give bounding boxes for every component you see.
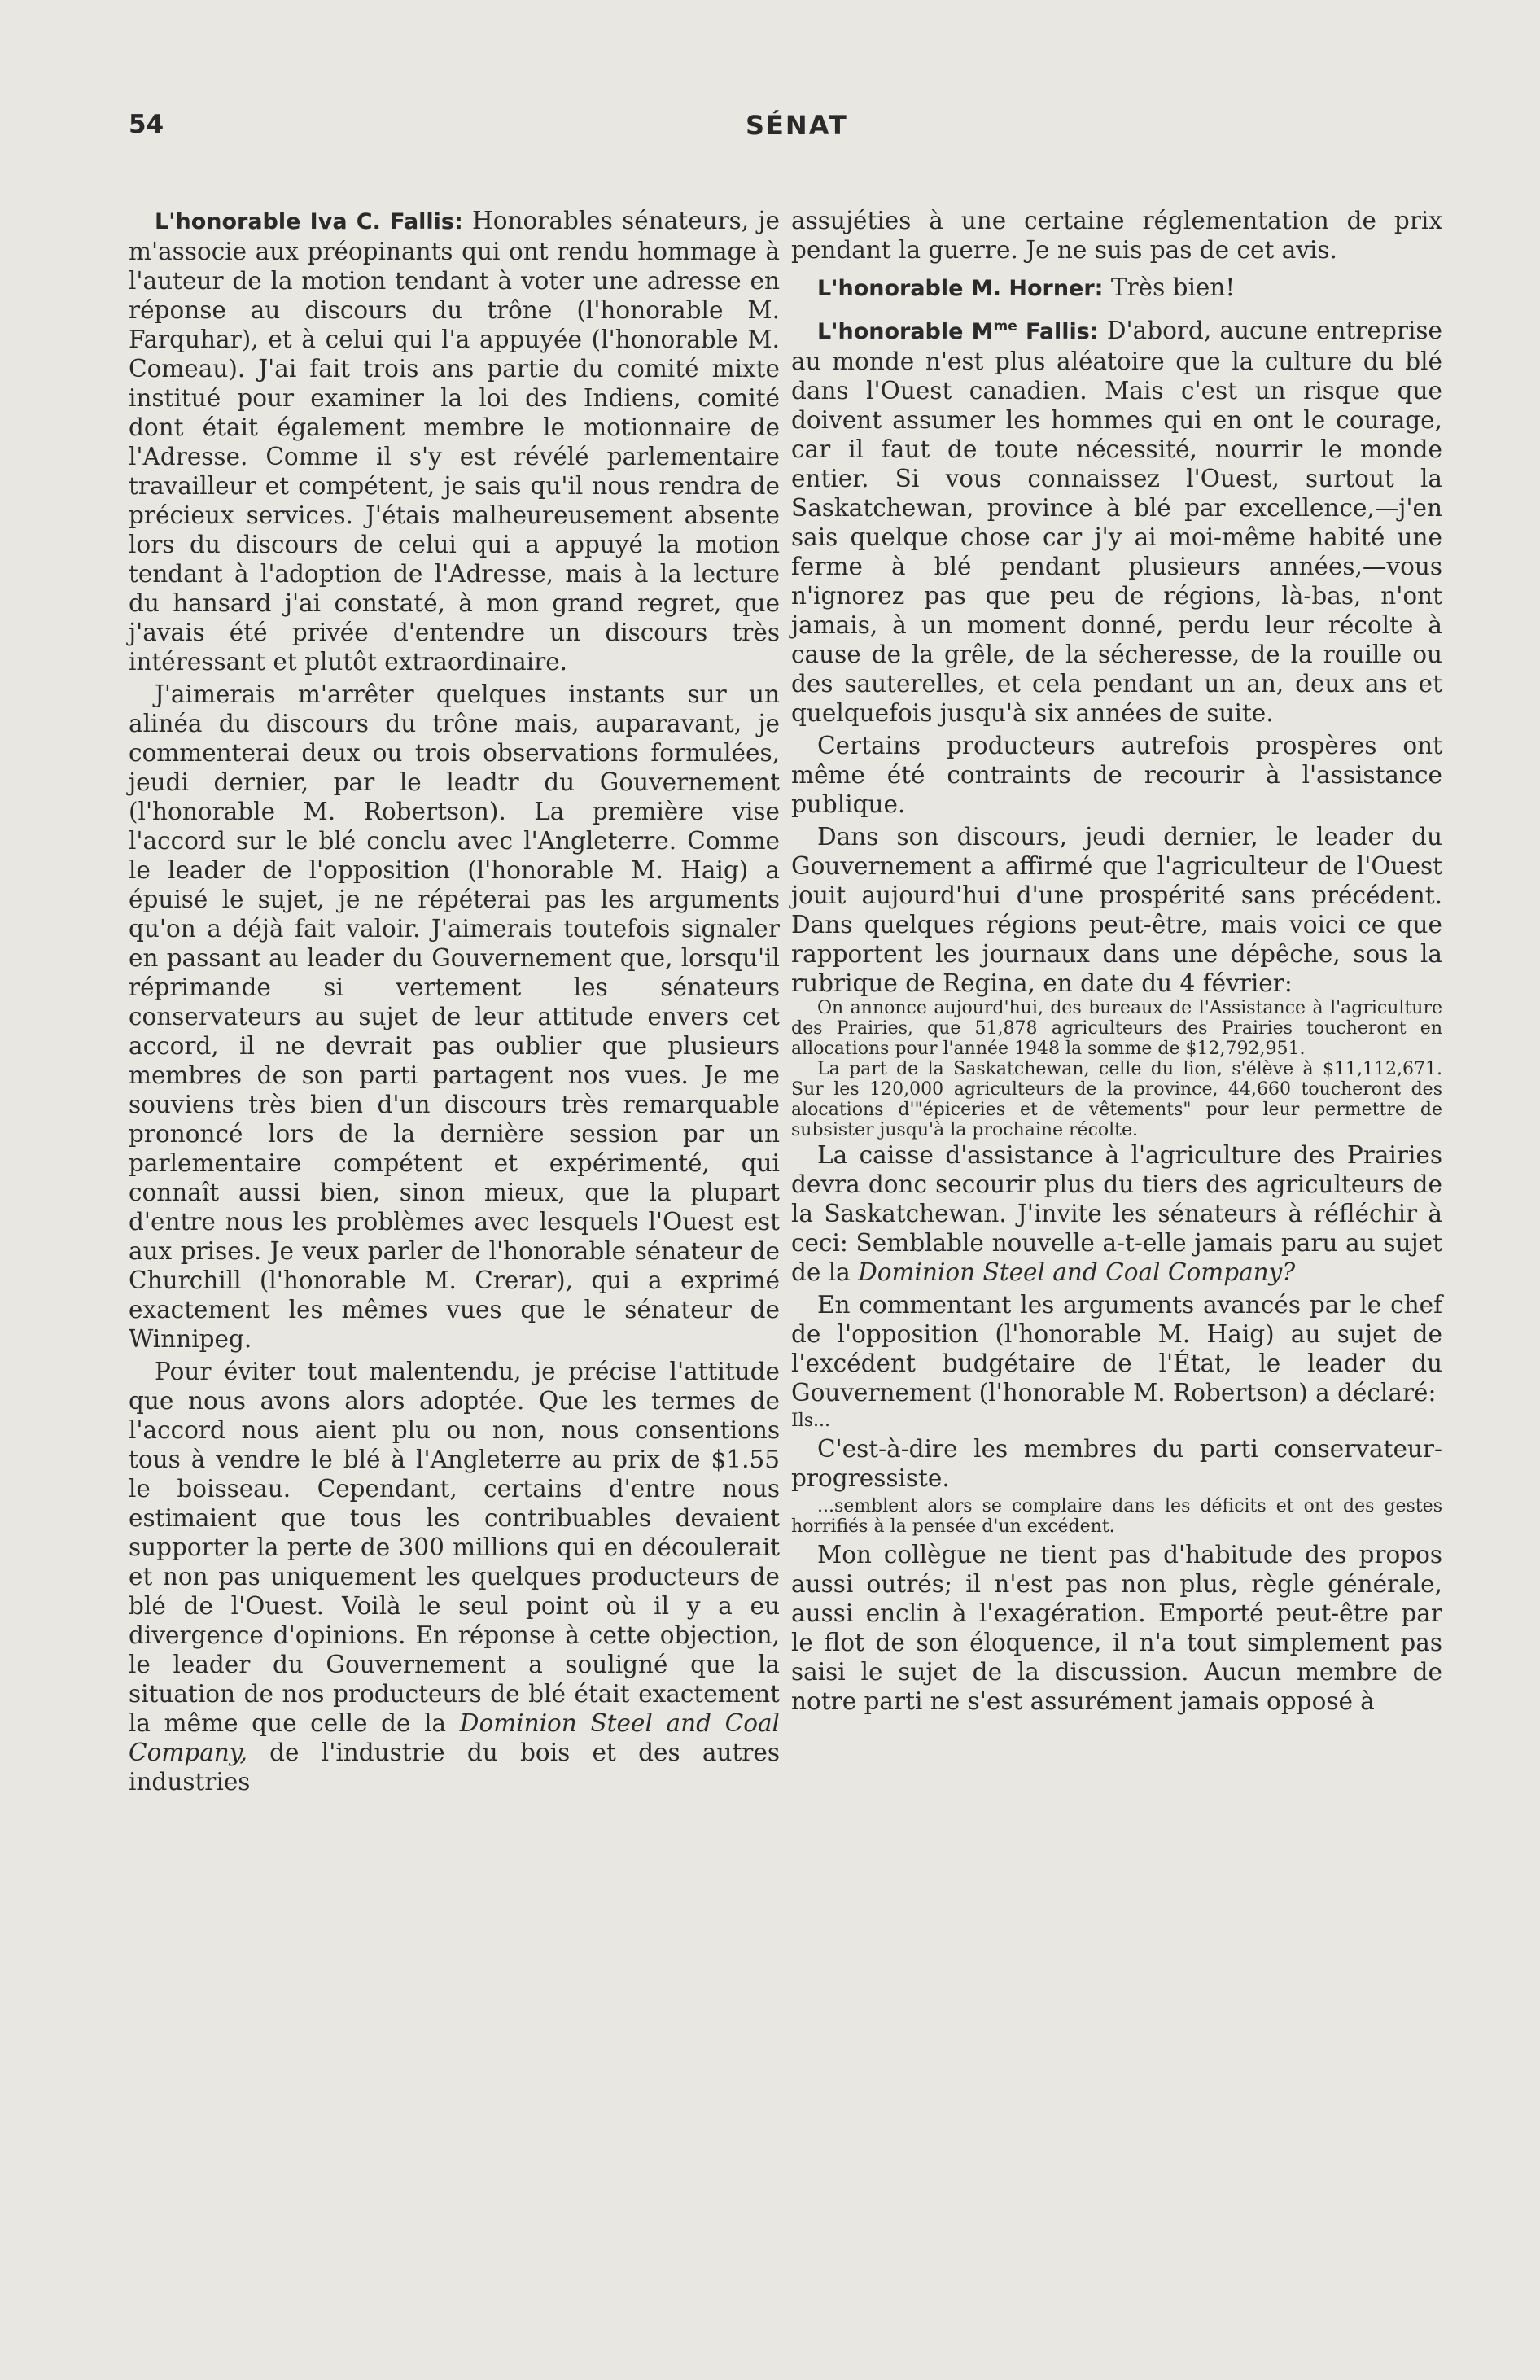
paragraph-producers: Certains producteurs autrefois prospères ont même été contraints de recourir à l'assistance publique. <box>791 732 1442 818</box>
page-number: 54 <box>129 110 164 139</box>
company-name-italic: Dominion Steel and Coal Company? <box>858 1258 1296 1286</box>
speaker-label: L'honorable M. Horner: <box>817 276 1104 301</box>
paragraph-text: Très bien! <box>1103 273 1236 301</box>
quote-ils: Ils... <box>791 1411 830 1431</box>
paragraph-continuation: assujéties à une certaine réglementation de prix pendant la guerre. Je ne suis pas de cet avis. <box>791 207 1442 264</box>
paragraph-text: D'abord, aucune entreprise au monde n'est plus aléatoire que la culture du blé dans l'Ouest canadien. Mais c'est un risque que doivent assumer les hommes qui en ont le courage, car il faut de toute nécessité, nourrir le monde entier. Si vous connaissez l'Ouest, surtout la Saskatchewan, province à blé par excellence,—j'en sais quelque chose car j'y ai moi-même habité une ferme à blé pendant plusieurs années,—vous n'ignorez pas que peu de régions, là-bas, n'ont jamais, à un moment donné, perdu leur récolte à cause de la grêle, de la sécheresse, de la rouille ou des sauterelles, et cela pendant un an, deux ans et quelquefois jusqu'à six années de suite. <box>791 317 1442 727</box>
speaker-label-part: Fallis: <box>1017 319 1099 344</box>
paragraph-conservatives: C'est-à-dire les membres du parti conservateur-progressiste. <box>791 1435 1442 1492</box>
speaker-label-part: L'honorable M <box>817 319 994 344</box>
paragraph-text: Honorables sénateurs, je m'associe aux préopinants qui ont rendu hommage à l'auteur de la motion tendant à voter une adresse en réponse au discours du trône (l'honorable M. Farquhar), et à celui qui l'a appuyée (l'honorable M. Comeau). J'ai fait trois ans partie du comité mixte institué pour examiner la loi des Indiens, comité dont était également membre le motionnaire de l'Adresse. Comme il s'y est révélé parlementaire travailleur et compétent, je sais qu'il nous rendra de précieux services. J'étais malheureusement absente lors du discours de celui qui a appuyé la motion tendant à l'adoption de l'Adresse, mais à la lecture du hansard j'ai constaté, à mon grand regret, que j'avais été privée d'entendre un discours très intéressant et plutôt extraordinaire. <box>129 207 780 676</box>
paragraph-fallis-wheat-risk <box>791 312 1442 728</box>
paragraph-leader-speech: Dans son discours, jeudi dernier, le leader du Gouvernement a affirmé que l'agriculteur de l'Ouest jouit aujourd'hui d'une prospérité sans précédent. Dans quelques régions peut-être, mais voici ce que rapportent les journaux dans une dépêche, sous la rubrique de Regina, en date du 4 février: <box>791 823 1442 997</box>
speaker-label <box>817 319 1099 344</box>
paragraph-wheat-agreement: J'aimerais m'arrêter quelques instants sur un alinéa du discours du trône mais, auparavant, je commenterai deux ou trois observations formulées, jeudi dernier, par le leadtr du Gouvernement (l'honorable M. Robertson). La première vise l'accord sur le blé conclu avec l'Angleterre. Comme le leader de l'opposition (l'honorable M. Haig) a épuisé le sujet, je ne répéterai pas les arguments qu'on a déjà fait valoir. J'aimerais toutefois signaler en passant au leader du Gouvernement que, lorsqu'il réprimande si vertement les sénateurs conservateurs au sujet de leur attitude envers cet accord, il ne devrait pas oublier que plusieurs membres de son parti partagent nos vues. Je me souviens très bien d'un discours très remarquable prononcé lors de la dernière session par un parlementaire compétent et expérimenté, qui connaît aussi bien, sinon mieux, que la plupart d'entre nous les problèmes avec lesquels l'Ouest est aux prises. Je veux parler de l'honorable sénateur de Churchill (l'honorable M. Crerar), qui a exprimé exactement les mêmes vues que le sénateur de Winnipeg. <box>129 680 780 1353</box>
page-header <box>129 110 1442 167</box>
paragraph-attitude <box>129 1357 780 1796</box>
paragraph-budget-surplus: En commentant les arguments avancés par le chef de l'opposition (l'honorable M. Haig) au sujet de l'excédent budgétaire de l'État, le leader du Gouvernement (l'honorable M. Robertson) a déclaré: <box>791 1291 1442 1407</box>
paragraph-text: La caisse d'assistance à l'agriculture des Prairies devra donc secourir plus du tiers des agriculteurs de la Saskatchewan. J'invite les sénateurs à réfléchir à ceci: Semblable nouvelle a-t-elle jamais paru au sujet de la <box>791 1141 1442 1286</box>
paragraph-text: Pour éviter tout malentendu, je précise l'attitude que nous avons alors adoptée. Que les termes de l'accord nous aient plu ou non, nous consentions tous à vendre le blé à l'Angleterre au prix de $1.55 le boisseau. Cependant, certains d'entre nous estimaient que tous les contribuables devaient supporter la perte de 300 millions qui en découlerait et non pas uniquement les quelques producteurs de blé de l'Ouest. Voilà le seul point où il y a eu divergence d'opinions. En réponse à cette objection, le leader du Gouvernement a souligné que la situation de nos producteurs de blé était exactement la même que celle de la <box>129 1358 780 1737</box>
speaker-label: L'honorable Iva C. Fallis: <box>155 209 463 234</box>
quote-paragraph: La part de la Saskatchewan, celle du lion, s'élève à $11,112,671. Sur les 120,000 agriculteurs de la province, 44,660 toucheront des alocations d'"épiceries et de vêtements" pour leur permettre de subsister jusqu'à la prochaine récolte. <box>791 1059 1442 1140</box>
quote-deficits: ...semblent alors se complaire dans les déficits et ont des gestes horrifiés à la pensée d'un excédent. <box>791 1496 1442 1537</box>
quote-paragraph: On annonce aujourd'hui, des bureaux de l'Assistance à l'agriculture des Prairies, que 51,878 agriculteurs des Prairies toucheront en allocations pour l'année 1948 la somme de $12,792,951. <box>791 998 1442 1059</box>
paragraph-horner <box>791 273 1442 304</box>
paragraph-assistance-fund <box>791 1140 1442 1287</box>
company-name-italic: Dominion Steel and Coal Company, <box>129 1709 780 1766</box>
text-columns <box>129 206 1442 1796</box>
speaker-label-superscript: me <box>993 318 1017 335</box>
paragraph-text: de l'industrie du bois et des autres industries <box>129 1739 780 1796</box>
paragraph-colleague: Mon collègue ne tient pas d'habitude des propos aussi outrés; il n'est pas non plus, règle générale, aussi enclin à l'exagération. Emporté peut-être par le flot de son éloquence, il n'a tout simplement pas saisi le sujet de la discussion. Aucun membre de notre parti ne s'est assurément jamais opposé à <box>791 1541 1442 1715</box>
paragraph-fallis-opening <box>129 206 780 676</box>
running-head: SÉNAT <box>746 110 848 141</box>
right-column <box>791 206 1442 1796</box>
left-column <box>129 206 780 1796</box>
news-quote <box>791 998 1442 1140</box>
